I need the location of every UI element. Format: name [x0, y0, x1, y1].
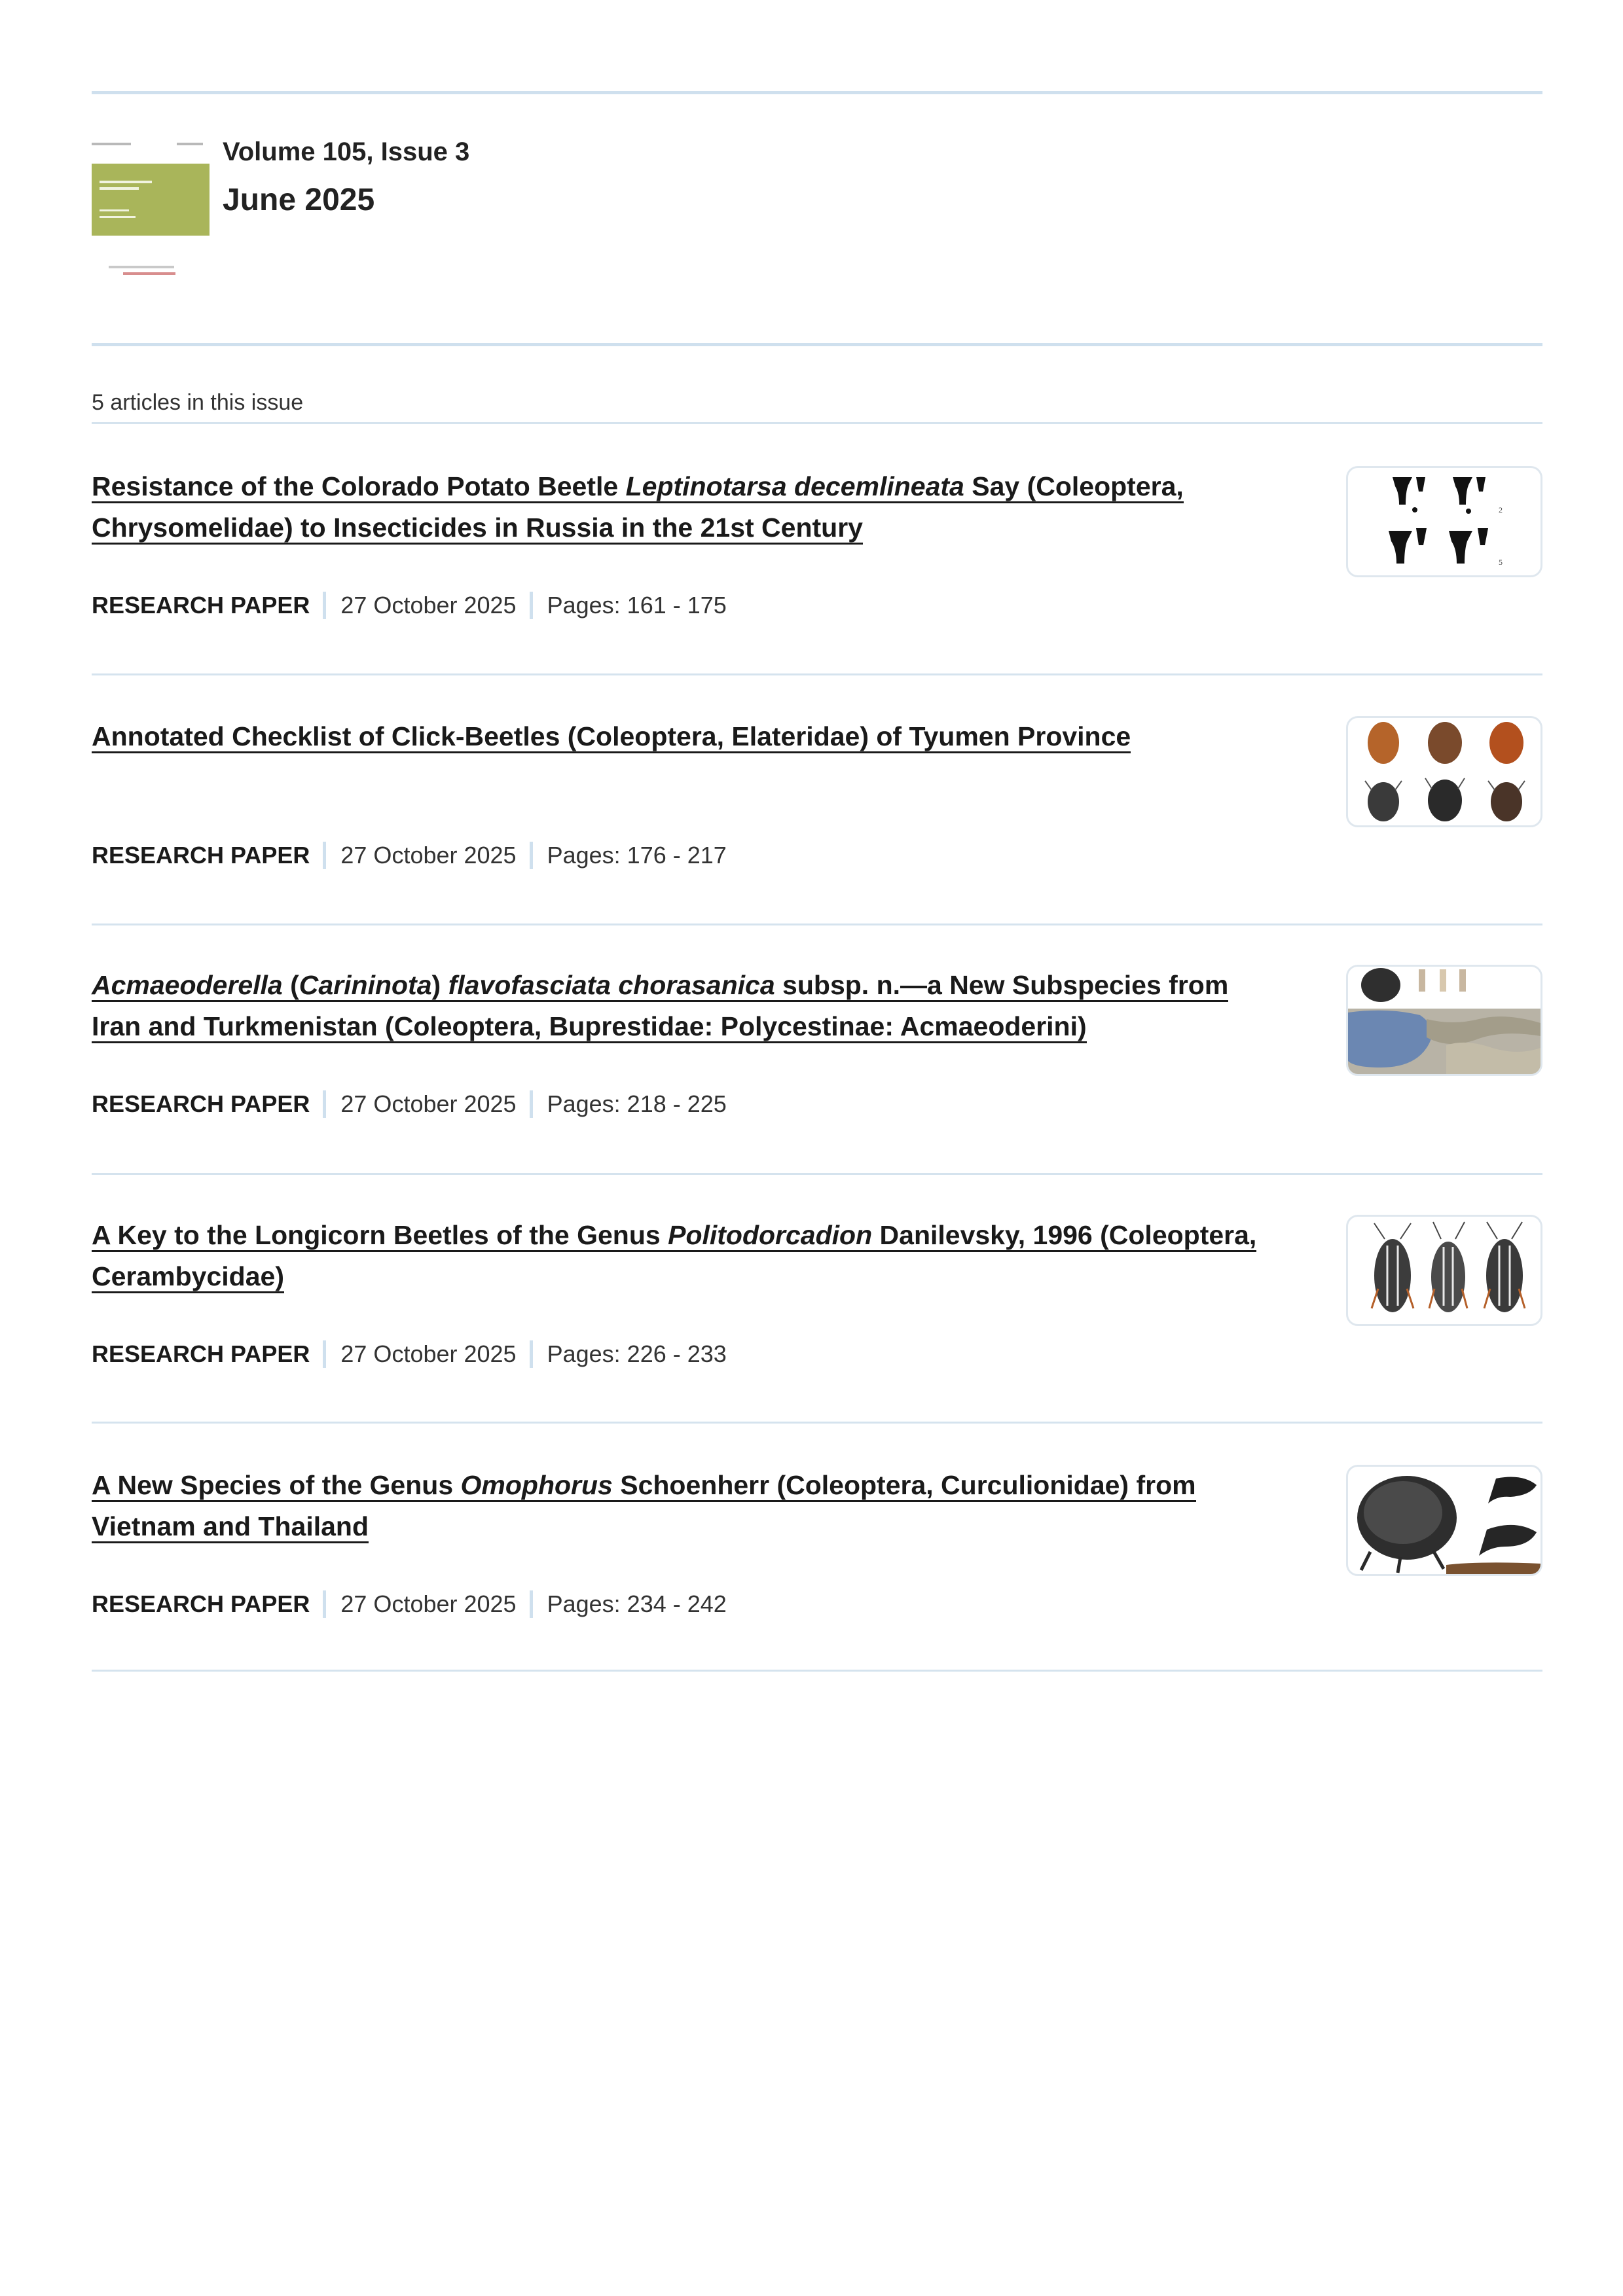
article-divider: [92, 924, 1542, 925]
article-date: 27 October 2025: [340, 1090, 517, 1117]
article-item: [92, 1465, 1542, 1715]
article-type: RESEARCH PAPER: [92, 1090, 310, 1117]
svg-text:2: 2: [1499, 505, 1503, 514]
article-date: 27 October 2025: [340, 1340, 517, 1367]
click-beetles-image[interactable]: [1346, 716, 1542, 827]
article-item: [92, 965, 1542, 1215]
article-type: RESEARCH PAPER: [92, 842, 310, 869]
meta-separator: [530, 1090, 533, 1118]
buprestid-map-image[interactable]: [1346, 965, 1542, 1076]
article-pages: Pages: 226 - 233: [547, 1340, 727, 1367]
issue-volume: Volume 105, Issue 3: [223, 137, 470, 166]
article-type: RESEARCH PAPER: [92, 1340, 310, 1367]
article-divider: [92, 1422, 1542, 1424]
article-title-link[interactable]: A Key to the Longicorn Beetles of the Genus Politodorcadion Danilevsky, 1996 (Coleoptera, Cerambycidae): [92, 1220, 1256, 1293]
top-divider: [92, 91, 1542, 94]
header-divider: [92, 343, 1542, 346]
meta-separator: [323, 1340, 326, 1368]
article-meta: [92, 589, 727, 622]
article-pages: Pages: 234 - 242: [547, 1590, 727, 1617]
article-title-link[interactable]: Annotated Checklist of Click-Beetles (Coleoptera, Elateridae) of Tyumen Province: [92, 721, 1131, 753]
article-item: [92, 466, 1542, 716]
article-date: 27 October 2025: [340, 1590, 517, 1617]
article-meta: [92, 1088, 727, 1121]
meta-separator: [323, 842, 326, 869]
article-divider: [92, 673, 1542, 675]
article-date: 27 October 2025: [340, 842, 517, 869]
meta-separator: [530, 842, 533, 869]
longicorn-beetles-image[interactable]: [1346, 1215, 1542, 1326]
meta-separator: [323, 1590, 326, 1618]
article-title: [92, 965, 1283, 1047]
list-divider: [92, 422, 1542, 424]
article-pages: Pages: 218 - 225: [547, 1090, 727, 1117]
meta-separator: [530, 592, 533, 619]
article-divider: [92, 1173, 1542, 1175]
journal-cover-image[interactable]: [92, 137, 210, 288]
article-item: [92, 716, 1542, 966]
article-title: [92, 466, 1283, 548]
article-title-link[interactable]: A New Species of the Genus Omophorus Schoenherr (Coleoptera, Curculionidae) from Vietnam and Thailand: [92, 1470, 1196, 1543]
article-meta: [92, 1338, 727, 1371]
svg-text:5: 5: [1499, 558, 1503, 567]
meta-separator: [530, 1590, 533, 1618]
issue-date: June 2025: [223, 183, 375, 217]
article-meta: [92, 839, 727, 872]
meta-separator: [530, 1340, 533, 1368]
article-date: 27 October 2025: [340, 592, 517, 619]
article-title: [92, 716, 1283, 757]
article-type: RESEARCH PAPER: [92, 592, 310, 619]
meta-separator: [323, 592, 326, 619]
meta-separator: [323, 1090, 326, 1118]
article-item: [92, 1215, 1542, 1465]
article-pages: Pages: 161 - 175: [547, 592, 727, 619]
articles-count: 5 articles in this issue: [92, 390, 304, 415]
aedeagus-drawings-image[interactable]: [1346, 466, 1542, 577]
article-title: [92, 1215, 1283, 1297]
article-meta: [92, 1588, 727, 1621]
article-pages: Pages: 176 - 217: [547, 842, 727, 869]
weevil-image[interactable]: [1346, 1465, 1542, 1576]
article-type: RESEARCH PAPER: [92, 1590, 310, 1617]
article-title-link[interactable]: Acmaeoderella (Carininota) flavofasciata chorasanica subsp. n.—a New Subspecies from Iran and Turkmenistan (Coleoptera, Buprestidae: Polycestinae: Acmaeoderini): [92, 970, 1228, 1043]
article-title: [92, 1465, 1283, 1547]
article-title-link[interactable]: Resistance of the Colorado Potato Beetle Leptinotarsa decemlineata Say (Coleoptera, Chrysomelidae) to Insecticides in Russia in the 21st Century: [92, 471, 1184, 545]
article-divider: [92, 1670, 1542, 1672]
issue-header: [92, 137, 1542, 288]
